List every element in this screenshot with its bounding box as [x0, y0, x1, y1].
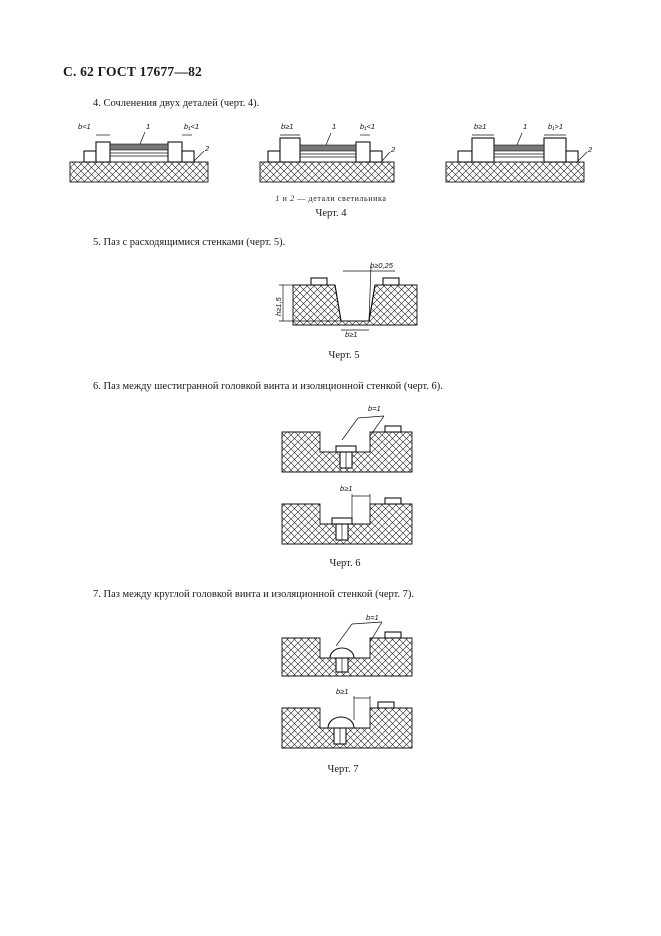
fig4-panel-2	[260, 122, 396, 182]
fig4-p2-right-label: b₁<1	[360, 122, 376, 131]
section-6-text: 6. Паз между шестигранной головкой винта и изоляционной стенкой (черт. 6).	[93, 381, 443, 392]
fig4-panel-1	[70, 122, 210, 182]
fig4-p2-left-label: b≥1	[281, 122, 294, 131]
figure-4	[60, 115, 620, 195]
fig7-caption: Черт. 7	[327, 764, 359, 775]
fig4-p3-part1-label: 1	[523, 122, 528, 131]
fig4-p1-part1-label: 1	[146, 122, 151, 131]
fig6-lower-label: b≥1	[340, 484, 353, 493]
section-5-text: 5. Паз с расходящимися стенками (черт. 5).	[93, 237, 286, 248]
section-7-text: 7. Паз между круглой головкой винта и изоляционной стенкой (черт. 7).	[93, 589, 415, 600]
fig6-caption: Черт. 6	[329, 558, 361, 569]
fig4-p3-left-label: b≥1	[474, 122, 487, 131]
fig7-lower-label: b≥1	[336, 687, 349, 696]
figure-7	[270, 608, 430, 758]
fig5-bottom-label: b≥1	[345, 330, 358, 339]
fig4-p3-part2-label: 2	[588, 145, 593, 154]
fig4-p1-part2-label: 2	[205, 144, 210, 153]
fig6-lower	[282, 484, 412, 544]
figure-6	[270, 400, 430, 560]
fig5-side-label: h≥1,5	[274, 297, 283, 316]
fig4-p1-left-label: b<1	[78, 122, 91, 131]
fig4-p2-part1-label: 1	[332, 122, 337, 131]
fig7-upper	[282, 613, 412, 676]
fig5-top-label: b≥0,25	[370, 261, 393, 270]
section-4-text: 4. Сочленения двух деталей (черт. 4).	[93, 98, 260, 109]
fig5-caption: Черт. 5	[328, 350, 360, 361]
fig7-upper-label: b=1	[366, 613, 379, 622]
fig7-lower	[282, 687, 412, 748]
fig6-upper	[282, 404, 412, 472]
figure-5	[265, 258, 435, 348]
fig4-caption: Черт. 4	[315, 208, 347, 219]
fig4-p1-right-label: b₁<1	[184, 122, 200, 131]
fig4-p3-right-label: b₁>1	[548, 122, 564, 131]
fig6-upper-label: b=1	[368, 404, 381, 413]
page-header: С. 62 ГОСТ 17677—82	[63, 64, 202, 79]
fig4-panel-3	[446, 122, 593, 182]
fig4-p2-part2-label: 2	[391, 145, 396, 154]
fig4-legend: 1 и 2 — детали светильника	[275, 194, 387, 203]
